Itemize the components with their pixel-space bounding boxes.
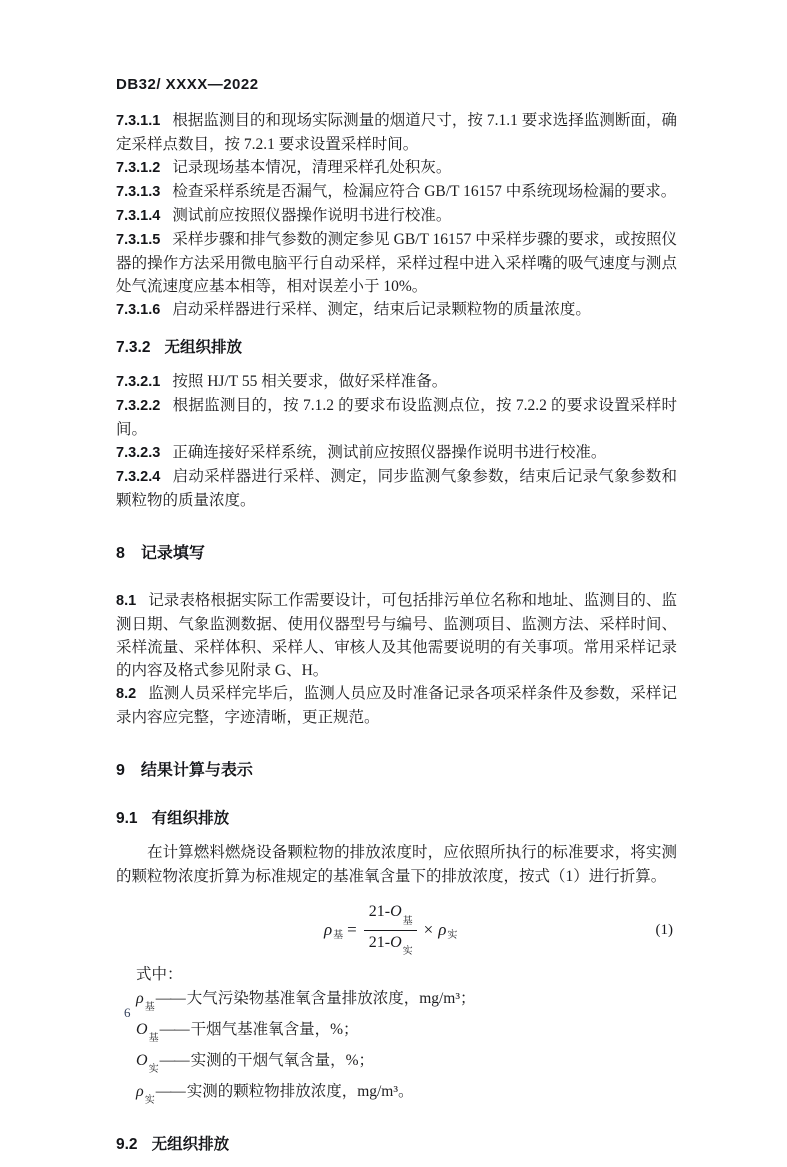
clause-text: 根据监测目的和现场实际测量的烟道尺寸，按 7.1.1 要求选择监测断面，确定采样点数目，按 7.2.1 要求设置采样时间。 bbox=[116, 112, 677, 153]
equation-number: (1) bbox=[655, 921, 673, 938]
clause-number: 7.3.1.4 bbox=[116, 208, 161, 224]
clause-text: 启动采样器进行采样、测定，同步监测气象参数，结束后记录气象参数和颗粒物的质量浓度。 bbox=[116, 468, 677, 509]
page-content bbox=[116, 76, 677, 1167]
definition-subscript: 实 bbox=[148, 1064, 159, 1076]
heading-number: 7.3.2 bbox=[116, 339, 151, 356]
clause-number: 8.1 bbox=[116, 593, 137, 609]
heading-title: 无组织排放 bbox=[164, 339, 242, 356]
em-dash: —— bbox=[159, 1021, 189, 1039]
clause-text: 启动采样器进行采样、测定，结束后记录颗粒物的质量浓度。 bbox=[172, 301, 591, 318]
definition-symbol: ρ bbox=[136, 1083, 144, 1101]
heading-number: 9.1 bbox=[116, 810, 138, 827]
clause-number: 7.3.2.1 bbox=[116, 374, 161, 390]
definition-subscript: 基 bbox=[144, 1002, 155, 1014]
formula-rhs-symbol: ρ bbox=[438, 920, 447, 939]
clause-text: 记录表格根据实际工作需要设计，可包括排污单位名称和地址、监测目的、监测日期、气象监测数据、使用仪器型号与编号、监测项目、监测方法、采样时间、采样流量、采样体积、采样人、审核人及其他需要说明的有关事项。常用采样记录的内容及格式参见附录 G、H。 bbox=[116, 592, 677, 679]
clause-number: 7.3.1.6 bbox=[116, 302, 161, 318]
formula-lhs-symbol: ρ bbox=[324, 920, 333, 939]
heading-title: 有组织排放 bbox=[151, 810, 230, 827]
page-number: 6 bbox=[124, 1005, 131, 1020]
definition-symbol: O bbox=[136, 1021, 148, 1039]
heading-number: 9 bbox=[116, 762, 125, 779]
heading-92 bbox=[116, 1132, 677, 1154]
multiply-sign: × bbox=[423, 920, 434, 939]
clause-number: 7.3.2.4 bbox=[116, 469, 161, 485]
denominator-subscript: 实 bbox=[402, 945, 413, 957]
definition-symbol: ρ bbox=[136, 990, 144, 1007]
clause-text: 根据监测目的，按 7.1.2 的要求布设监测点位，按 7.2.2 的要求设置采样时间。 bbox=[116, 397, 677, 438]
clause-7312 bbox=[116, 156, 677, 180]
clause-7323 bbox=[116, 441, 677, 465]
denominator-symbol: O bbox=[390, 933, 402, 951]
definition-o-base bbox=[136, 1017, 677, 1048]
clause-text: 测试前应按照仪器操作说明书进行校准。 bbox=[172, 207, 452, 224]
clause-text: 采样步骤和排气参数的测定参见 GB/T 16157 中采样步骤的要求，或按照仪器的操作方法采用微电脑平行自动采样，采样过程中进入采样嘴的吸气速度与测点处气流速度应基本相等，相对误差小于 10%。 bbox=[116, 231, 677, 295]
formula-lhs-subscript: 基 bbox=[333, 929, 344, 941]
clause-text: 检查采样系统是否漏气，检漏应符合 GB/T 16157 中系统现场检漏的要求。 bbox=[172, 183, 677, 200]
em-dash: —— bbox=[159, 1052, 189, 1070]
clause-number: 7.3.1.3 bbox=[116, 184, 161, 200]
formula-rhs-subscript: 实 bbox=[447, 929, 458, 941]
fraction-denominator bbox=[364, 931, 417, 958]
numerator-constant: 21- bbox=[368, 903, 391, 921]
heading-section-8 bbox=[116, 540, 677, 563]
clause-7311 bbox=[116, 109, 677, 156]
definition-subscript: 基 bbox=[148, 1033, 159, 1045]
clause-number: 7.3.1.1 bbox=[116, 113, 161, 129]
equals-sign: = bbox=[347, 920, 357, 939]
definition-rho-actual bbox=[136, 1079, 677, 1110]
numerator-symbol: O bbox=[390, 903, 402, 921]
clause-7314 bbox=[116, 204, 677, 228]
clause-7322 bbox=[116, 394, 677, 441]
definition-text: 大气污染物基准氧含量排放浓度，mg/m³； bbox=[186, 990, 476, 1007]
heading-91 bbox=[116, 806, 677, 828]
denominator-constant: 21- bbox=[368, 933, 391, 951]
definition-text: 实测的颗粒物排放浓度，mg/m³。 bbox=[186, 1083, 414, 1101]
clause-7315 bbox=[116, 228, 677, 298]
definition-subscript: 实 bbox=[144, 1095, 155, 1107]
em-dash: —— bbox=[155, 990, 185, 1007]
clause-7316 bbox=[116, 298, 677, 322]
numerator-subscript: 基 bbox=[402, 915, 413, 927]
fraction-numerator bbox=[364, 902, 417, 930]
clause-text: 监测人员采样完毕后，监测人员应及时准备记录各项采样条件及参数，采样记录内容应完整，字迹清晰，更正规范。 bbox=[116, 685, 677, 726]
heading-title: 无组织排放 bbox=[151, 1136, 230, 1154]
clause-text: 记录现场基本情况，清理采样孔处积灰。 bbox=[172, 159, 452, 176]
definition-text: 实测的干烟气氧含量，%； bbox=[190, 1052, 374, 1070]
clause-7324 bbox=[116, 465, 677, 512]
formula-1 bbox=[324, 902, 456, 957]
clause-text: 按照 HJ/T 55 相关要求，做好采样准备。 bbox=[172, 373, 448, 390]
clause-7321 bbox=[116, 370, 677, 394]
clause-number: 7.3.2.3 bbox=[116, 445, 161, 461]
heading-section-9 bbox=[116, 757, 677, 780]
heading-number: 8 bbox=[116, 545, 125, 562]
clause-number: 7.3.1.5 bbox=[116, 232, 161, 248]
clause-82 bbox=[116, 682, 677, 729]
symbol-definitions bbox=[136, 986, 677, 1110]
em-dash: —— bbox=[155, 1083, 185, 1101]
definition-text: 干烟气基准氧含量，%； bbox=[190, 1021, 359, 1039]
formula-1-row bbox=[116, 904, 677, 956]
definition-o-actual bbox=[136, 1048, 677, 1079]
paragraph-91: 在计算燃料燃烧设备颗粒物的排放浓度时，应依照所执行的标准要求，将实测的颗粒物浓度折算为标准规定的基准氧含量下的排放浓度，按式（1）进行折算。 bbox=[116, 844, 677, 885]
heading-title: 结果计算与表示 bbox=[140, 762, 253, 779]
where-label: 式中： bbox=[136, 966, 183, 983]
document-code-header: DB32/ XXXX—2022 bbox=[116, 76, 259, 93]
clause-number: 7.3.2.2 bbox=[116, 398, 161, 414]
clause-text: 正确连接好采样系统，测试前应按照仪器操作说明书进行校准。 bbox=[172, 444, 607, 461]
clause-number: 8.2 bbox=[116, 686, 137, 702]
definition-rho-base bbox=[136, 986, 677, 1017]
definition-symbol: O bbox=[136, 1052, 148, 1070]
formula-fraction bbox=[364, 902, 417, 957]
heading-number: 9.2 bbox=[116, 1136, 138, 1154]
clause-number: 7.3.1.2 bbox=[116, 160, 161, 176]
clause-81 bbox=[116, 589, 677, 682]
heading-title: 记录填写 bbox=[140, 545, 205, 562]
heading-732 bbox=[116, 335, 677, 357]
clause-7313 bbox=[116, 180, 677, 204]
